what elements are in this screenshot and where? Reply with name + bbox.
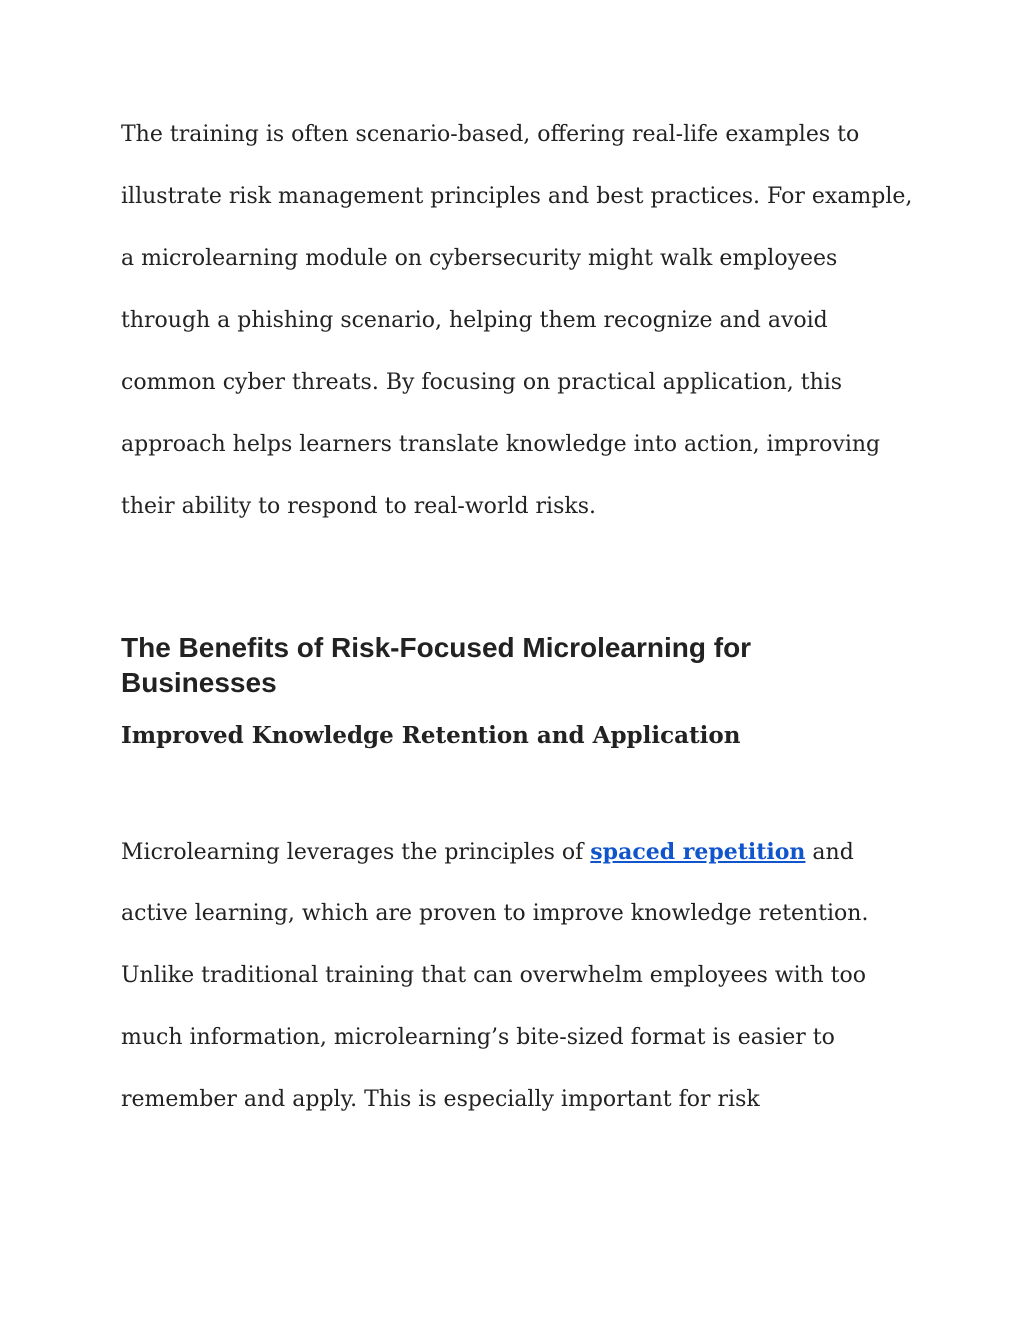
paragraph-line: illustrate risk management principles and best practices. For example, xyxy=(121,184,913,209)
paragraph-line: much information, microlearning’s bite-sized format is easier to xyxy=(121,1025,835,1050)
paragraph-line: Unlike traditional training that can overwhelm employees with too xyxy=(121,963,866,988)
section-heading: The Benefits of Risk-Focused Microlearning for xyxy=(121,632,752,663)
paragraph-line: a microlearning module on cybersecurity might walk employees xyxy=(121,246,838,271)
paragraph-line: approach helps learners translate knowledge into action, improving xyxy=(121,432,881,457)
paragraph-line: active learning, which are proven to improve knowledge retention. xyxy=(121,901,869,926)
section-heading-continued: Businesses xyxy=(121,667,277,698)
spaced-repetition-link[interactable]: spaced repetition xyxy=(590,839,806,865)
paragraph-line: through a phishing scenario, helping them recognize and avoid xyxy=(121,308,828,333)
paragraph-line: common cyber threats. By focusing on practical application, this xyxy=(121,370,843,395)
paragraph-line: The training is often scenario-based, offering real-life examples to xyxy=(121,122,860,147)
paragraph-line: their ability to respond to real-world risks. xyxy=(121,494,596,519)
paragraph-text: and xyxy=(805,840,854,865)
paragraph-text: Microlearning leverages the principles of xyxy=(121,840,591,865)
subsection-heading: Improved Knowledge Retention and Application xyxy=(121,722,741,749)
paragraph-line-with-link xyxy=(121,838,854,867)
paragraph-line: remember and apply. This is especially important for risk xyxy=(121,1087,760,1112)
